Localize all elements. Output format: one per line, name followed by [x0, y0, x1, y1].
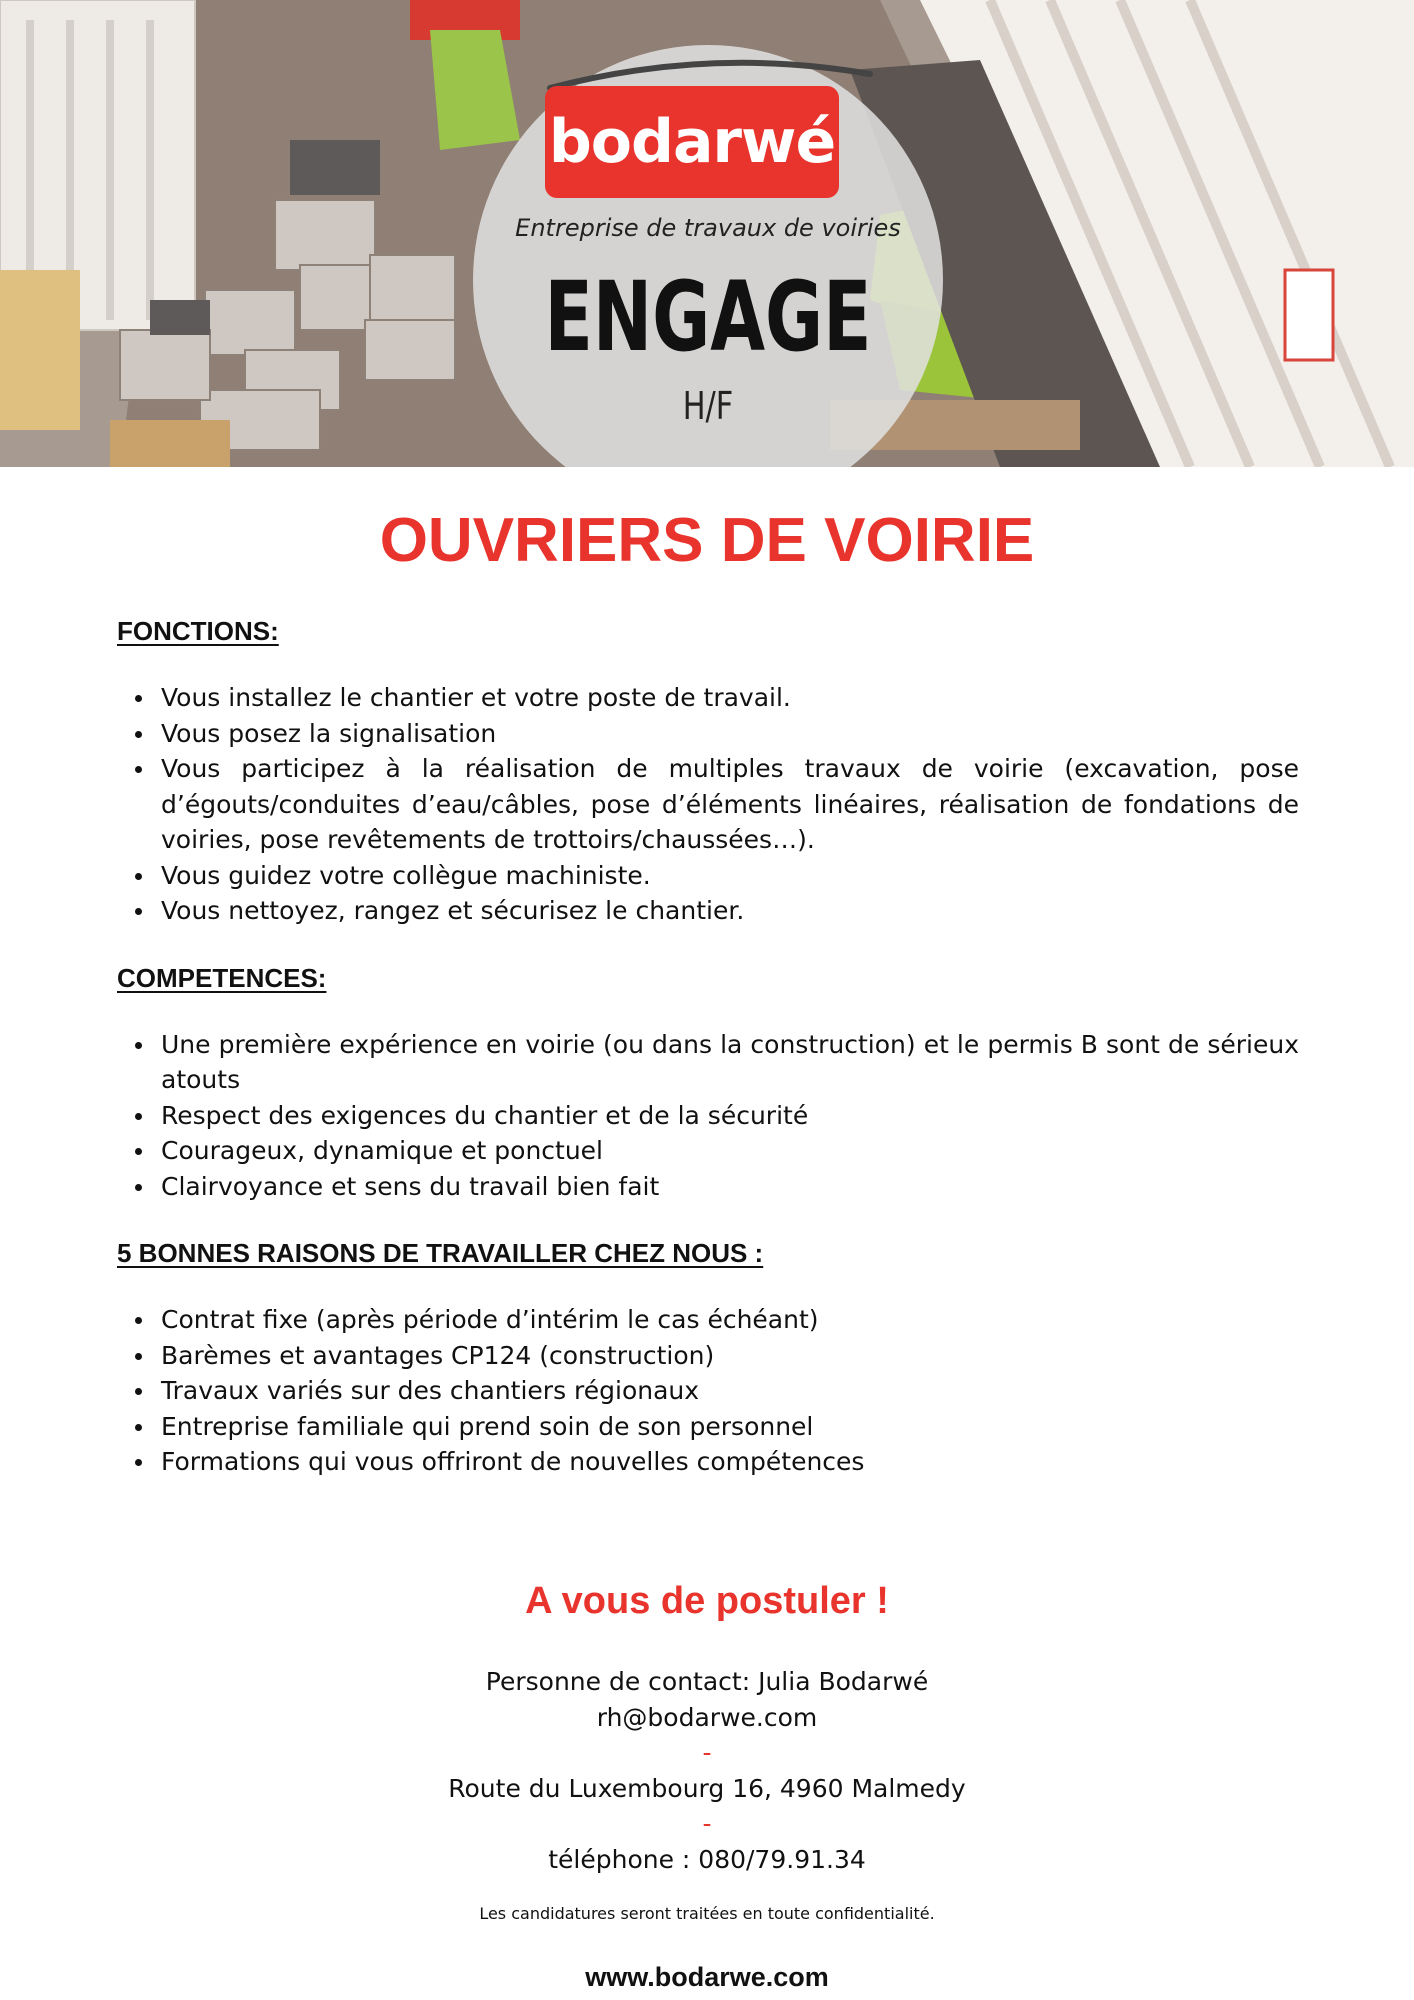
- list-item: Vous installez le chantier et votre poste de travail.: [117, 680, 1299, 716]
- list-item: Courageux, dynamique et ponctuel: [117, 1133, 1299, 1169]
- list-item: Vous posez la signalisation: [117, 716, 1299, 752]
- company-tagline: Entreprise de travaux de voiries: [515, 214, 901, 242]
- section-heading-competences: COMPETENCES:: [117, 962, 327, 993]
- contact-address: Route du Luxembourg 16, 4960 Malmedy: [448, 1773, 966, 1803]
- list-item: Formations qui vous offriront de nouvelles compétences: [117, 1444, 1299, 1480]
- list-item: Clairvoyance et sens du travail bien fait: [117, 1169, 1299, 1205]
- section-heading-fonctions: FONCTIONS:: [117, 616, 279, 646]
- section-heading-raisons: 5 BONNES RAISONS DE TRAVAILLER CHEZ NOUS :: [117, 1238, 764, 1268]
- company-logo: [545, 86, 839, 198]
- list-item: Barèmes et avantages CP124 (construction): [117, 1338, 1299, 1374]
- list-item: Travaux variés sur des chantiers régionaux: [117, 1373, 1299, 1409]
- contact-phone[interactable]: téléphone : 080/79.91.34: [548, 1844, 866, 1874]
- logo-text: bodarwé: [548, 107, 836, 177]
- list-item: Vous nettoyez, rangez et sécurisez le chantier.: [117, 893, 1299, 929]
- list-item: Une première expérience en voirie (ou dans la construction) et le permis B sont de sérieux atouts: [117, 1027, 1299, 1098]
- contact-block: [0, 1664, 1414, 1877]
- contact-person: Personne de contact: Julia Bodarwé: [485, 1667, 929, 1696]
- engage-headline: ENGAGE: [544, 261, 872, 373]
- separator: -: [702, 1738, 712, 1767]
- list-item: Contrat fixe (après période d’intérim le cas échéant): [117, 1302, 1299, 1338]
- contact-email[interactable]: rh@bodarwe.com: [596, 1702, 818, 1732]
- list-item: Vous guidez votre collègue machiniste.: [117, 858, 1299, 894]
- list-item: Entreprise familiale qui prend soin de son personnel: [117, 1409, 1299, 1445]
- website-link[interactable]: www.bodarwe.com: [585, 1962, 829, 1992]
- list-item: Vous participez à la réalisation de multiples travaux de voirie (excavation, pose d’égouts/conduites d’eau/câbles, pose d’éléments linéaires, réalisation de fondations de voiries, pose revêtements de trottoirs/chaussées…).: [117, 751, 1299, 858]
- fonctions-list: [117, 680, 1299, 929]
- job-description: [117, 612, 1299, 1510]
- apply-heading: A vous de postuler !: [525, 1580, 889, 1622]
- competences-list: [117, 1027, 1299, 1205]
- confidential-note: Les candidatures seront traitées en toute confidentialité.: [479, 1904, 935, 1923]
- raisons-list: [117, 1302, 1299, 1480]
- separator: -: [702, 1809, 712, 1838]
- hero-banner: [0, 0, 1414, 467]
- gender-label: H/F: [682, 384, 734, 428]
- list-item: Respect des exigences du chantier et de la sécurité: [117, 1098, 1299, 1134]
- job-title: OUVRIERS DE VOIRIE: [379, 506, 1035, 575]
